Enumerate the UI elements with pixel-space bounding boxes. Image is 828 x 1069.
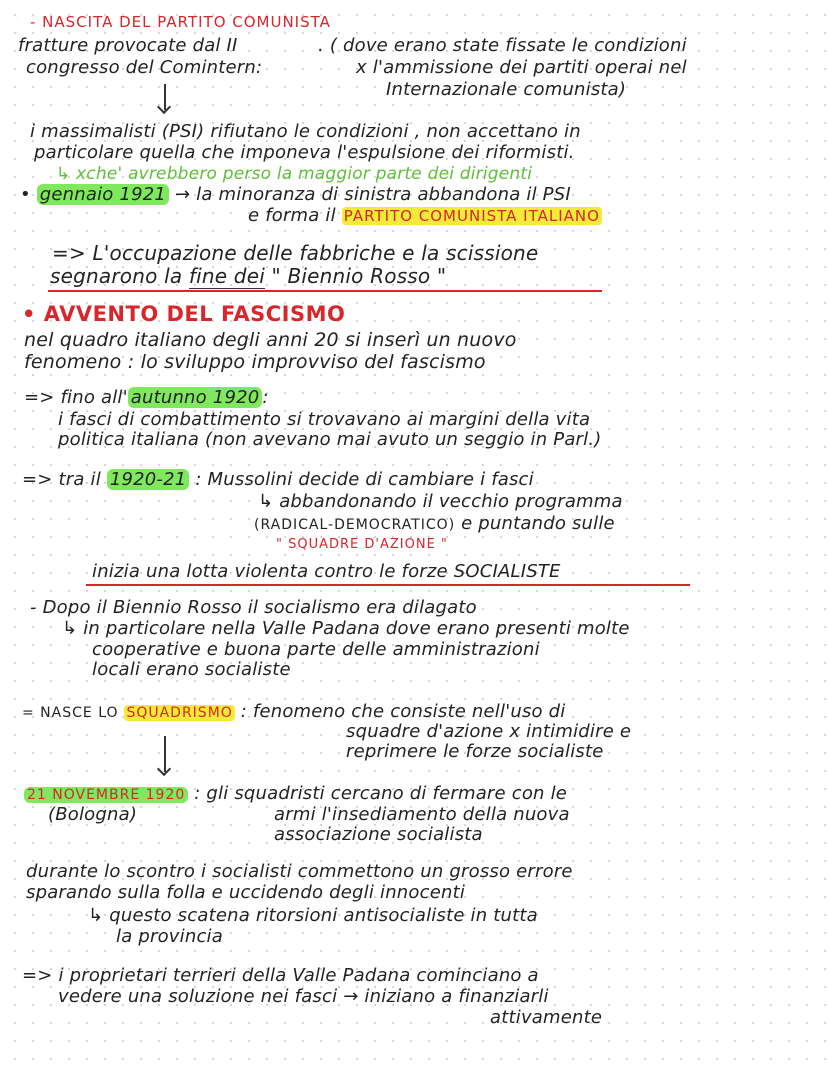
text-line: reprimere le forze socialiste xyxy=(346,741,604,762)
text-line: congresso del Comintern: xyxy=(26,57,263,78)
section-title-avvento: • AVVENTO DEL FASCISMO xyxy=(22,302,346,326)
text-line: 21 NOVEMBRE 1920 : gli squadristi cercano di fermare con le xyxy=(24,784,567,805)
date-highlight: 1920-21 xyxy=(107,469,190,490)
text-line: attivamente xyxy=(490,1007,603,1028)
text-line: squadre d'azione x intimidire e xyxy=(346,721,632,742)
text-line: = NASCE LO SQUADRISMO : fenomeno che consiste nell'uso di xyxy=(22,701,566,722)
text-line: fenomeno : lo sviluppo improvviso del fascismo xyxy=(24,351,486,373)
text-line: sparando sulla folla e uccidendo degli innocenti xyxy=(26,882,466,903)
text-line: x l'ammissione dei partiti operai nel xyxy=(356,57,687,78)
text-line: politica italiana (non avevano mai avuto un seggio in Parl.) xyxy=(58,429,602,450)
date-highlight: 21 NOVEMBRE 1920 xyxy=(24,787,188,803)
text-line: segnarono la fine dei " Biennio Rosso " xyxy=(50,264,447,288)
text-line: vedere una soluzione nei fasci → iniziano a finanziarli xyxy=(58,986,549,1007)
text-line: ↳ in particolare nella Valle Padana dove erano presenti molte xyxy=(62,618,630,639)
date-highlight: autunno 1920 xyxy=(128,387,263,408)
text-line: => fino all' autunno 1920 : xyxy=(24,387,269,408)
text-line: locali erano socialiste xyxy=(92,659,291,680)
text-line: (Bologna) xyxy=(48,804,138,825)
text-line: e forma il PARTITO COMUNISTA ITALIANO xyxy=(248,205,600,226)
text-line: => tra il 1920-21 : Mussolini decide di cambiare i fasci xyxy=(22,469,534,490)
section-title-nascita: - NASCITA DEL PARTITO COMUNISTA xyxy=(30,13,331,31)
text-line: associazione socialista xyxy=(274,824,483,845)
red-underline xyxy=(86,584,690,586)
green-note: ↳ xche' avrebbero perso la maggior parte dei dirigenti xyxy=(56,164,533,184)
down-arrow-icon xyxy=(164,736,166,772)
text-line: Internazionale comunista) xyxy=(386,79,627,100)
text-line: durante lo scontro i socialisti commettono un grosso errore xyxy=(26,861,573,882)
text-line: => i proprietari terrieri della Valle Padana cominciano a xyxy=(22,965,539,986)
date-highlight: gennaio 1921 xyxy=(37,184,169,205)
text-line: armi l'insediamento della nuova xyxy=(274,804,570,825)
text-line: ↳ questo scatena ritorsioni antisocialiste in tutta xyxy=(88,905,538,926)
text-line: nel quadro italiano degli anni 20 si inserì un nuovo xyxy=(24,329,517,351)
text-line: i fasci di combattimento si trovavano ai margini della vita xyxy=(58,409,591,430)
party-name-highlight: PARTITO COMUNISTA ITALIANO xyxy=(343,207,600,225)
text-line: • gennaio 1921 → la minoranza di sinistra abbandona il PSI xyxy=(20,184,571,205)
text-line: inizia una lotta violenta contro le forze SOCIALISTE xyxy=(92,561,561,582)
text-line: . ( dove erano state fissate le condizioni xyxy=(318,35,687,56)
text-line: - Dopo il Biennio Rosso il socialismo era dilagato xyxy=(30,597,477,618)
down-arrow-icon xyxy=(164,84,166,110)
text-line: => L'occupazione delle fabbriche e la scissione xyxy=(52,241,539,265)
squadrismo-highlight: SQUADRISMO xyxy=(126,705,233,721)
text-line: ↳ abbandonando il vecchio programma xyxy=(258,491,623,512)
text-line: cooperative e buona parte delle amministrazioni xyxy=(92,639,540,660)
text-line: particolare quella che imponeva l'espulsione dei riformisti. xyxy=(34,142,575,163)
text-line: i massimalisti (PSI) rifiutano le condizioni , non accettano in xyxy=(30,121,581,142)
text-line: fratture provocate dal II xyxy=(18,35,238,56)
squadre-label: " SQUADRE D'AZIONE " xyxy=(276,537,448,552)
red-underline xyxy=(48,290,602,292)
text-line: la provincia xyxy=(116,926,223,947)
text-line: (RADICAL-DEMOCRATICO) e puntando sulle xyxy=(254,513,615,534)
